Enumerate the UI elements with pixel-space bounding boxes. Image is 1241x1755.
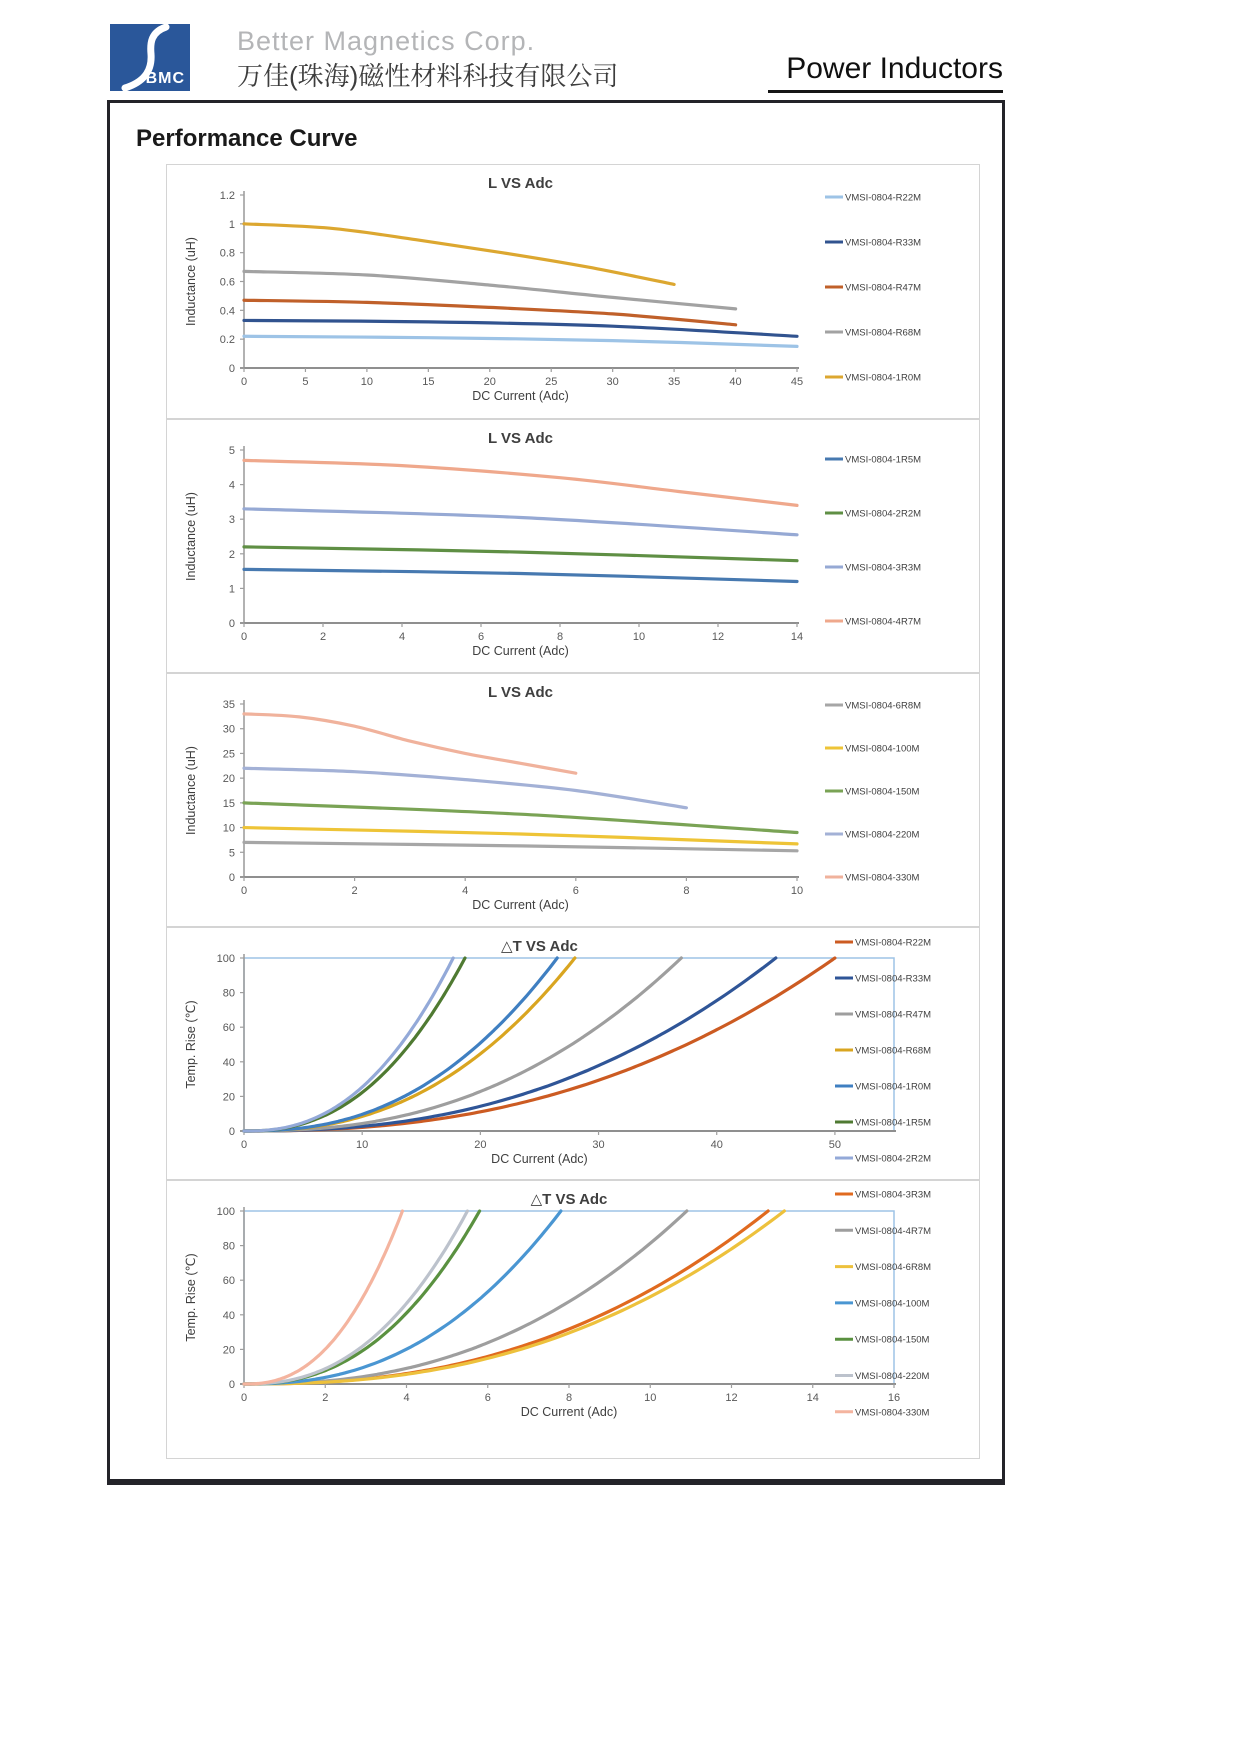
y-tick-label: 0.6 (219, 276, 235, 289)
legend-label: VMSI-0804-4R7M (855, 1225, 932, 1237)
y-tick-label: 0 (228, 618, 235, 630)
y-tick-label: 100 (216, 953, 235, 965)
x-tick-label: 25 (545, 376, 558, 388)
y-tick-label: 20 (222, 1091, 235, 1104)
legend-label: VMSI-0804-6R8M (855, 1262, 932, 1274)
series-line-VMSI-0804-2R2M (244, 958, 453, 1131)
series-line-VMSI-0804-100M (244, 828, 797, 844)
legend-label: VMSI-0804-100M (845, 743, 920, 755)
legend-label: VMSI-0804-220M (845, 829, 920, 841)
logo-text: BMC (145, 70, 185, 87)
y-tick-label: 15 (222, 797, 235, 810)
x-tick-label: 2 (351, 885, 358, 897)
legend-label: VMSI-0804-220M (855, 1371, 930, 1382)
performance-curve-panel (107, 100, 1005, 1485)
chart-canvas (167, 1181, 979, 1458)
y-axis-title: Inductance (uH) (184, 492, 198, 581)
chart-canvas (167, 420, 979, 672)
legend-label: VMSI-0804-1R5M (845, 454, 922, 466)
chart-l-vs-adc-3 (166, 673, 980, 927)
x-tick-label: 40 (710, 1139, 723, 1151)
x-tick-label: 2 (322, 1392, 329, 1404)
title-underline (768, 90, 1003, 93)
legend-label: VMSI-0804-R33M (845, 237, 922, 249)
legend-label: VMSI-0804-3R3M (845, 562, 922, 574)
y-tick-label: 35 (222, 699, 235, 711)
chart-dt-vs-adc-1 (166, 927, 980, 1180)
y-tick-label: 20 (222, 1344, 235, 1357)
x-tick-label: 6 (477, 631, 485, 643)
legend-label: VMSI-0804-6R8M (845, 700, 922, 712)
series-line-VMSI-0804-R22M (244, 336, 797, 346)
legend-label: VMSI-0804-R47M (845, 282, 922, 294)
series-line-VMSI-0804-1R5M (244, 958, 465, 1131)
y-tick-label: 4 (228, 479, 235, 492)
chart-title: L VS Adc (487, 430, 554, 447)
x-tick-label: 0 (240, 376, 248, 388)
legend-label: VMSI-0804-3R3M (855, 1189, 932, 1201)
y-tick-label: 3 (228, 514, 235, 527)
y-tick-label: 0 (228, 872, 235, 884)
company-name-english: Better Magnetics Corp. (237, 26, 536, 56)
legend-label: VMSI-0804-R68M (845, 327, 922, 339)
x-tick-label: 35 (667, 376, 681, 388)
legend-label: VMSI-0804-100M (855, 1298, 930, 1310)
y-tick-label: 5 (228, 847, 235, 860)
y-tick-label: 20 (222, 773, 235, 786)
legend-label: VMSI-0804-R22M (855, 937, 932, 949)
series-line-VMSI-0804-3R3M (244, 1211, 768, 1384)
y-tick-label: 10 (222, 822, 235, 835)
series-line-VMSI-0804-1R0M (244, 224, 674, 285)
y-tick-label: 5 (228, 445, 235, 457)
legend-label: VMSI-0804-330M (855, 1407, 930, 1419)
x-tick-label: 40 (729, 376, 742, 388)
y-tick-label: 60 (222, 1275, 235, 1288)
company-name-chinese: 万佳(珠海)磁性材料科技有限公司 (237, 61, 619, 91)
x-tick-label: 30 (606, 376, 619, 388)
x-tick-label: 20 (474, 1139, 487, 1151)
document-title: Power Inductors (786, 52, 1003, 85)
x-tick-label: 4 (462, 885, 469, 897)
x-tick-label: 4 (403, 1392, 410, 1404)
y-tick-label: 0 (228, 363, 235, 375)
x-tick-label: 10 (360, 376, 374, 388)
series-line-VMSI-0804-6R8M (244, 1211, 784, 1384)
x-tick-label: 10 (790, 885, 804, 897)
legend-label: VMSI-0804-1R0M (845, 372, 922, 384)
y-tick-label: 0 (228, 1126, 235, 1138)
x-tick-label: 6 (572, 885, 579, 897)
y-tick-label: 30 (222, 723, 235, 736)
chart-canvas (167, 928, 979, 1179)
x-axis-title: DC Current (Adc) (472, 389, 569, 403)
series-line-VMSI-0804-3R3M (244, 509, 797, 535)
legend-label: VMSI-0804-1R0M (855, 1081, 932, 1093)
y-tick-label: 40 (222, 1309, 235, 1322)
x-tick-label: 14 (790, 631, 804, 643)
chart-title: △T VS Adc (501, 938, 578, 955)
legend-label: VMSI-0804-2R2M (845, 508, 922, 520)
chart-l-vs-adc-2 (166, 419, 980, 673)
series-line-VMSI-0804-100M (244, 1211, 561, 1384)
x-tick-label: 8 (683, 885, 690, 897)
company-logo (110, 24, 190, 91)
chart-dt-vs-adc-2 (166, 1180, 980, 1459)
y-tick-label: 0.8 (219, 247, 235, 260)
legend-label: VMSI-0804-R33M (855, 973, 932, 985)
x-tick-label: 0 (240, 631, 248, 643)
series-line-VMSI-0804-6R8M (244, 842, 797, 850)
chart-canvas (167, 674, 979, 926)
y-tick-label: 1 (228, 583, 235, 596)
chart-title: △T VS Adc (530, 1191, 608, 1208)
series-line-VMSI-0804-4R7M (244, 460, 797, 505)
x-tick-label: 8 (565, 1392, 573, 1404)
series-line-VMSI-0804-220M (244, 768, 686, 808)
y-tick-label: 0.4 (219, 305, 235, 318)
x-tick-label: 16 (887, 1392, 901, 1404)
y-tick-label: 80 (222, 987, 235, 1000)
x-tick-label: 14 (806, 1392, 819, 1404)
x-tick-label: 0 (240, 1392, 248, 1404)
legend-label: VMSI-0804-R22M (845, 192, 922, 204)
y-tick-label: 25 (222, 748, 235, 761)
series-line-VMSI-0804-220M (244, 1211, 467, 1384)
legend-label: VMSI-0804-2R2M (855, 1153, 932, 1165)
y-axis-title: Inductance (uH) (184, 237, 198, 326)
x-axis-title: DC Current (Adc) (472, 644, 569, 658)
x-tick-label: 0 (240, 885, 248, 897)
chart-l-vs-adc-1 (166, 164, 980, 419)
x-tick-label: 10 (356, 1139, 369, 1151)
series-line-VMSI-0804-330M (244, 714, 576, 773)
chart-title: L VS Adc (487, 175, 554, 192)
x-tick-label: 30 (592, 1139, 605, 1151)
x-tick-label: 45 (790, 376, 804, 388)
x-tick-label: 50 (828, 1139, 842, 1151)
x-tick-label: 12 (711, 631, 725, 643)
legend-label: VMSI-0804-150M (845, 786, 920, 798)
x-tick-label: 10 (644, 1392, 657, 1404)
x-axis-title: DC Current (Adc) (491, 1152, 588, 1166)
y-tick-label: 80 (222, 1240, 235, 1253)
x-axis-title: DC Current (Adc) (520, 1405, 618, 1419)
section-title: Performance Curve (136, 125, 358, 152)
series-line-VMSI-0804-1R5M (244, 569, 797, 581)
x-tick-label: 6 (484, 1392, 491, 1404)
y-axis-title: Temp. Rise (℃) (184, 1253, 198, 1342)
legend-label: VMSI-0804-1R5M (855, 1117, 932, 1129)
x-tick-label: 20 (483, 376, 496, 388)
y-tick-label: 100 (216, 1206, 235, 1218)
legend-label: VMSI-0804-R47M (855, 1009, 932, 1021)
legend-label: VMSI-0804-150M (855, 1334, 930, 1346)
series-line-VMSI-0804-R68M (244, 271, 736, 308)
x-tick-label: 8 (556, 631, 564, 643)
x-tick-label: 4 (398, 631, 406, 643)
y-tick-label: 2 (228, 548, 235, 561)
y-tick-label: 0.2 (219, 334, 235, 347)
plot-frame (244, 1211, 894, 1384)
x-tick-label: 10 (632, 631, 646, 643)
y-tick-label: 0 (228, 1379, 235, 1391)
x-tick-label: 5 (302, 376, 309, 388)
legend-label: VMSI-0804-R68M (855, 1045, 932, 1057)
series-line-VMSI-0804-330M (244, 1211, 402, 1384)
y-tick-label: 1.2 (219, 190, 235, 202)
legend-label: VMSI-0804-330M (845, 872, 920, 884)
y-tick-label: 1 (228, 218, 235, 231)
y-tick-label: 60 (222, 1022, 235, 1035)
x-tick-label: 15 (422, 376, 435, 388)
chart-canvas (167, 165, 979, 418)
x-tick-label: 12 (725, 1392, 738, 1404)
x-tick-label: 2 (319, 631, 327, 643)
x-axis-title: DC Current (Adc) (472, 898, 569, 912)
chart-title: L VS Adc (487, 684, 554, 701)
series-line-VMSI-0804-R47M (244, 958, 681, 1131)
x-tick-label: 0 (240, 1139, 248, 1151)
series-line-VMSI-0804-R22M (244, 958, 835, 1131)
legend-label: VMSI-0804-4R7M (845, 616, 922, 628)
y-axis-title: Temp. Rise (℃) (184, 1000, 198, 1089)
y-axis-title: Inductance (uH) (184, 746, 198, 835)
y-tick-label: 40 (222, 1056, 235, 1069)
series-line-VMSI-0804-2R2M (244, 547, 797, 561)
